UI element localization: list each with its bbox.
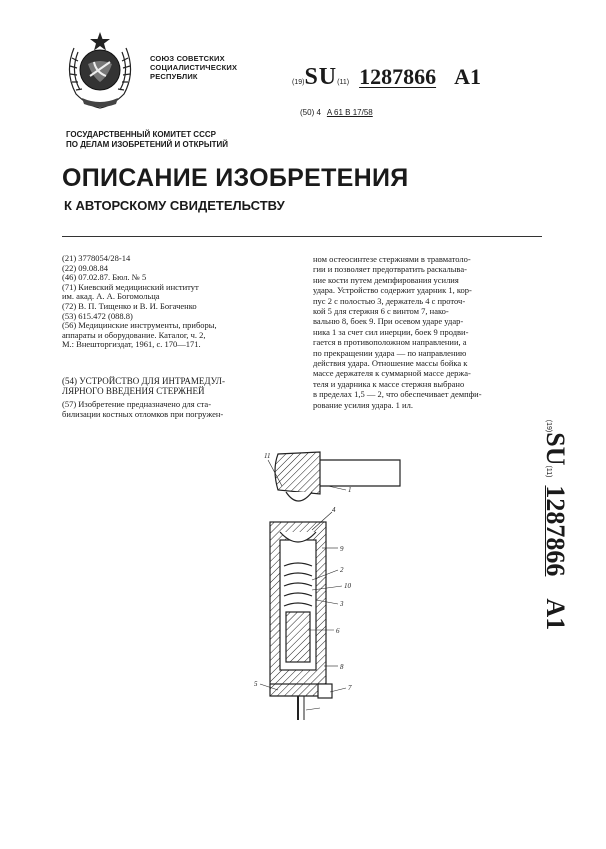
drawing-label: 8: [340, 663, 344, 671]
abstract-line: удара. Устройство содержит ударник 1, кор-: [313, 285, 472, 296]
side-kind-code: A1: [541, 598, 570, 631]
drawing-label: 6: [336, 627, 340, 635]
drawing-label: 5: [254, 680, 258, 688]
invention-title: [62, 376, 302, 396]
abstract-line: кой 5 для стержня 6 с винтом 7, нако-: [313, 306, 449, 317]
side-prefix-19: (19): [545, 419, 552, 433]
invention-title-line: (54) УСТРОЙСТВО ДЛЯ ИНТРАМЕДУЛ-: [62, 376, 226, 386]
abstract-line: рование усилия удара. 1 ил.: [313, 399, 413, 410]
country-code: SU: [304, 64, 338, 90]
abstract-line: ном остеосинтезе стержнями в травматоло-: [313, 254, 471, 264]
biblio-line: М.: Внешторгиздат, 1961, с. 170—171.: [62, 339, 201, 350]
abstract-line: вальню 8, боек 9. При осевом ударе удар-: [313, 316, 464, 327]
invention-title-line: ЛЯРНОГО ВВЕДЕНИЯ СТЕРЖНЕЙ: [62, 386, 205, 396]
committee-line: ПО ДЕЛАМ ИЗОБРЕТЕНИЙ И ОТКРЫТИЙ: [66, 140, 229, 149]
abstract-line: (57) Изобретение предназначено для ста-: [62, 399, 212, 409]
divider: [62, 236, 542, 237]
document-title: ОПИСАНИЕ ИЗОБРЕТЕНИЯ: [62, 164, 409, 192]
side-country-code: SU: [541, 432, 570, 466]
side-patent-number: [525, 360, 585, 690]
patent-number-line: [292, 64, 481, 91]
drawing-label: 2: [340, 566, 344, 574]
ipc-class: A 61 B 17/58: [326, 108, 373, 117]
prefix-11: (11): [337, 79, 350, 86]
abstract-left: [62, 400, 302, 419]
ipc-classification: [300, 108, 373, 117]
drawing-label: 3: [340, 600, 344, 608]
kind-code: A1: [454, 64, 481, 89]
device-drawing: [250, 440, 430, 720]
drawing-label: 9: [340, 545, 344, 553]
abstract-right: [313, 254, 543, 410]
biblio-line: аппараты и оборудование. Каталог, ч. 2,: [62, 329, 206, 340]
biblio-line: (46) 07.02.87. Бюл. № 5: [62, 272, 147, 283]
drawing-label: 10: [344, 582, 351, 590]
drawing-label: 1: [348, 486, 352, 494]
union-line: РЕСПУБЛИК: [150, 72, 198, 81]
committee-name: [66, 130, 228, 150]
abstract-line: ника 1 за счет сил инерции, боек 9 продви-: [313, 326, 469, 337]
abstract-line: гается в противоположном направлении, а: [313, 337, 467, 348]
biblio-line: (72) В. П. Тищенко и В. И. Богаченко: [62, 300, 197, 311]
bibliographic-data: [62, 254, 302, 350]
drawing-label: 4: [332, 506, 336, 514]
housing-body: [270, 522, 332, 720]
abstract-line: пус 2 с полостью 3, держатель 4 с проточ-: [313, 295, 466, 306]
biblio-line: (71) Киевский медицинский институт: [62, 281, 199, 292]
biblio-line: (53) 615.472 (088.8): [62, 310, 133, 321]
drawing-label: 7: [348, 684, 352, 692]
ussr-emblem-icon: [60, 28, 140, 110]
abstract-line: в пределах 1,5 — 2, что обеспечивает демпфи-: [313, 389, 482, 400]
side-prefix-11: (11): [545, 465, 552, 478]
prefix-19: (19): [292, 79, 305, 86]
union-line: СОЮЗ СОВЕТСКИХ: [150, 54, 225, 63]
union-line: СОЦИАЛИСТИЧЕСКИХ: [150, 63, 238, 72]
union-name: [150, 54, 237, 81]
abstract-line: ние кости путем демпфирования усилия: [313, 274, 459, 285]
committee-line: ГОСУДАРСТВЕННЫЙ КОМИТЕТ СССР: [66, 130, 216, 139]
abstract-line: теля и ударника к массе стержня выбрано: [313, 378, 465, 389]
drawing-label: 11: [264, 452, 271, 460]
striker-hammer: [275, 452, 400, 501]
biblio-line: (21) 3778054/28-14: [62, 253, 131, 263]
ipc-prefix: (50) 4: [300, 108, 321, 117]
document-subtitle: К АВТОРСКОМУ СВИДЕТЕЛЬСТВУ: [64, 198, 285, 213]
biblio-line: им. акад. А. А. Богомольца: [62, 291, 160, 302]
side-patent-number-value: 1287866: [541, 485, 570, 577]
abstract-line: билизации костных отломков при погружен-: [62, 408, 224, 419]
patent-number: 1287866: [359, 64, 437, 89]
biblio-line: (22) 09.08.84: [62, 262, 109, 273]
abstract-line: действия удара. Отношение массы бойка к: [313, 358, 468, 369]
abstract-line: массе держателя к суммарной массе держа-: [313, 368, 471, 379]
biblio-line: (56) Медицинские инструменты, приборы,: [62, 320, 217, 331]
abstract-line: по прекращении удара — по направлению: [313, 347, 467, 358]
abstract-line: гии и позволяет предотвратить раскалыва-: [313, 264, 467, 275]
